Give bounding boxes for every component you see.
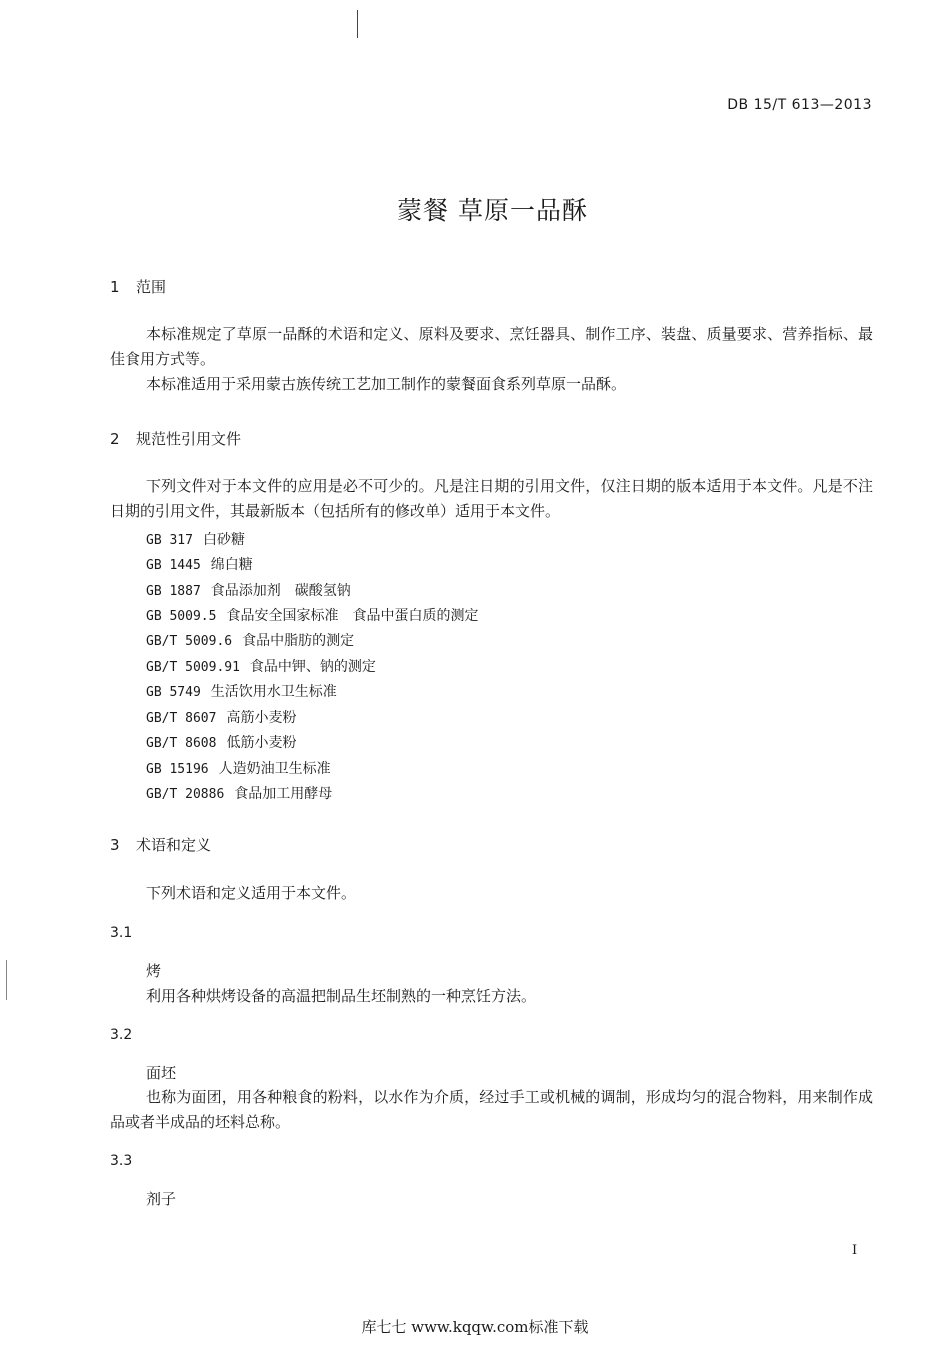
reference-name: 生活饮用水卫生标准 <box>210 684 337 700</box>
paragraph: 本标准规定了草原一品酥的术语和定义、原料及要求、烹饪器具、制作工序、装盘、质量要求、营养指标、最佳食用方式等。 <box>110 325 873 368</box>
reference-code: GB/T 8607 <box>146 711 217 726</box>
reference-code: GB 317 <box>146 533 193 548</box>
term-number: 3.1 <box>110 925 133 941</box>
reference-item <box>146 630 354 650</box>
reference-name: 高筋小麦粉 <box>226 710 297 726</box>
reference-name: 食品中脂肪的测定 <box>242 633 355 649</box>
reference-code: GB/T 20886 <box>146 787 225 802</box>
reference-item <box>146 529 245 549</box>
reference-item <box>146 580 351 600</box>
reference-code: GB 5009.5 <box>146 609 217 624</box>
scan-mark-top <box>357 10 358 38</box>
reference-code: GB 15196 <box>146 762 209 777</box>
reference-item <box>146 707 296 727</box>
term-name: 烤 <box>146 962 162 980</box>
download-footer: 库七七 www.kqqw.com标准下载 <box>361 1318 589 1336</box>
reference-name: 食品加工用酵母 <box>234 786 333 802</box>
paragraph: 下列术语和定义适用于本文件。 <box>146 884 357 902</box>
paragraph: 下列文件对于本文件的应用是必不可少的。凡是注日期的引用文件，仅注日期的版本适用于本文件。凡是不注日期的引用文件，其最新版本（包括所有的修改单）适用于本文件。 <box>110 477 873 520</box>
reference-item <box>146 554 253 574</box>
reference-code: GB 5749 <box>146 685 201 700</box>
reference-code: GB/T 5009.6 <box>146 634 233 649</box>
section-title: 规范性引用文件 <box>136 430 242 448</box>
term-name: 剂子 <box>146 1190 177 1208</box>
reference-code: GB/T 8608 <box>146 736 217 751</box>
reference-name: 绵白糖 <box>210 557 253 573</box>
term-number: 3.3 <box>110 1153 133 1169</box>
section-number: 2 <box>110 430 120 448</box>
section-title: 术语和定义 <box>136 836 212 854</box>
reference-name: 食品安全国家标准 食品中蛋白质的测定 <box>226 608 479 624</box>
reference-code: GB/T 5009.91 <box>146 660 240 675</box>
reference-item <box>146 758 331 778</box>
scan-mark-left <box>6 960 7 1000</box>
term-name: 面坯 <box>146 1064 177 1082</box>
section-number: 1 <box>110 278 120 296</box>
reference-name: 食品添加剂 碳酸氢钠 <box>210 583 351 599</box>
page-number: I <box>852 1243 858 1258</box>
reference-item <box>146 681 337 701</box>
section-title: 范围 <box>136 278 167 296</box>
reference-item <box>146 605 478 625</box>
section-3-heading <box>110 834 211 855</box>
paragraph: 本标准适用于采用蒙古族传统工艺加工制作的蒙餐面食系列草原一品酥。 <box>146 375 627 393</box>
reference-code: GB 1445 <box>146 558 201 573</box>
reference-item <box>146 656 376 676</box>
term-number: 3.2 <box>110 1027 133 1043</box>
reference-name: 低筋小麦粉 <box>226 735 297 751</box>
document-title: 蒙餐 草原一品酥 <box>397 196 588 225</box>
term-definition: 也称为面团，用各种粮食的粉料，以水作为介质，经过手工或机械的调制，形成均匀的混合物料，用来制作成品或者半成品的坯料总称。 <box>110 1088 873 1131</box>
term-definition: 利用各种烘烤设备的高温把制品生坯制熟的一种烹饪方法。 <box>146 987 537 1005</box>
reference-code: GB 1887 <box>146 584 201 599</box>
section-number: 3 <box>110 836 120 854</box>
section-1-heading <box>110 276 166 297</box>
section-2-heading <box>110 428 241 449</box>
reference-name: 食品中钾、钠的测定 <box>249 659 376 675</box>
reference-name: 白砂糖 <box>202 532 245 548</box>
reference-item <box>146 732 296 752</box>
reference-item <box>146 783 332 803</box>
document-id: DB 15/T 613—2013 <box>727 97 872 113</box>
reference-name: 人造奶油卫生标准 <box>218 761 331 777</box>
